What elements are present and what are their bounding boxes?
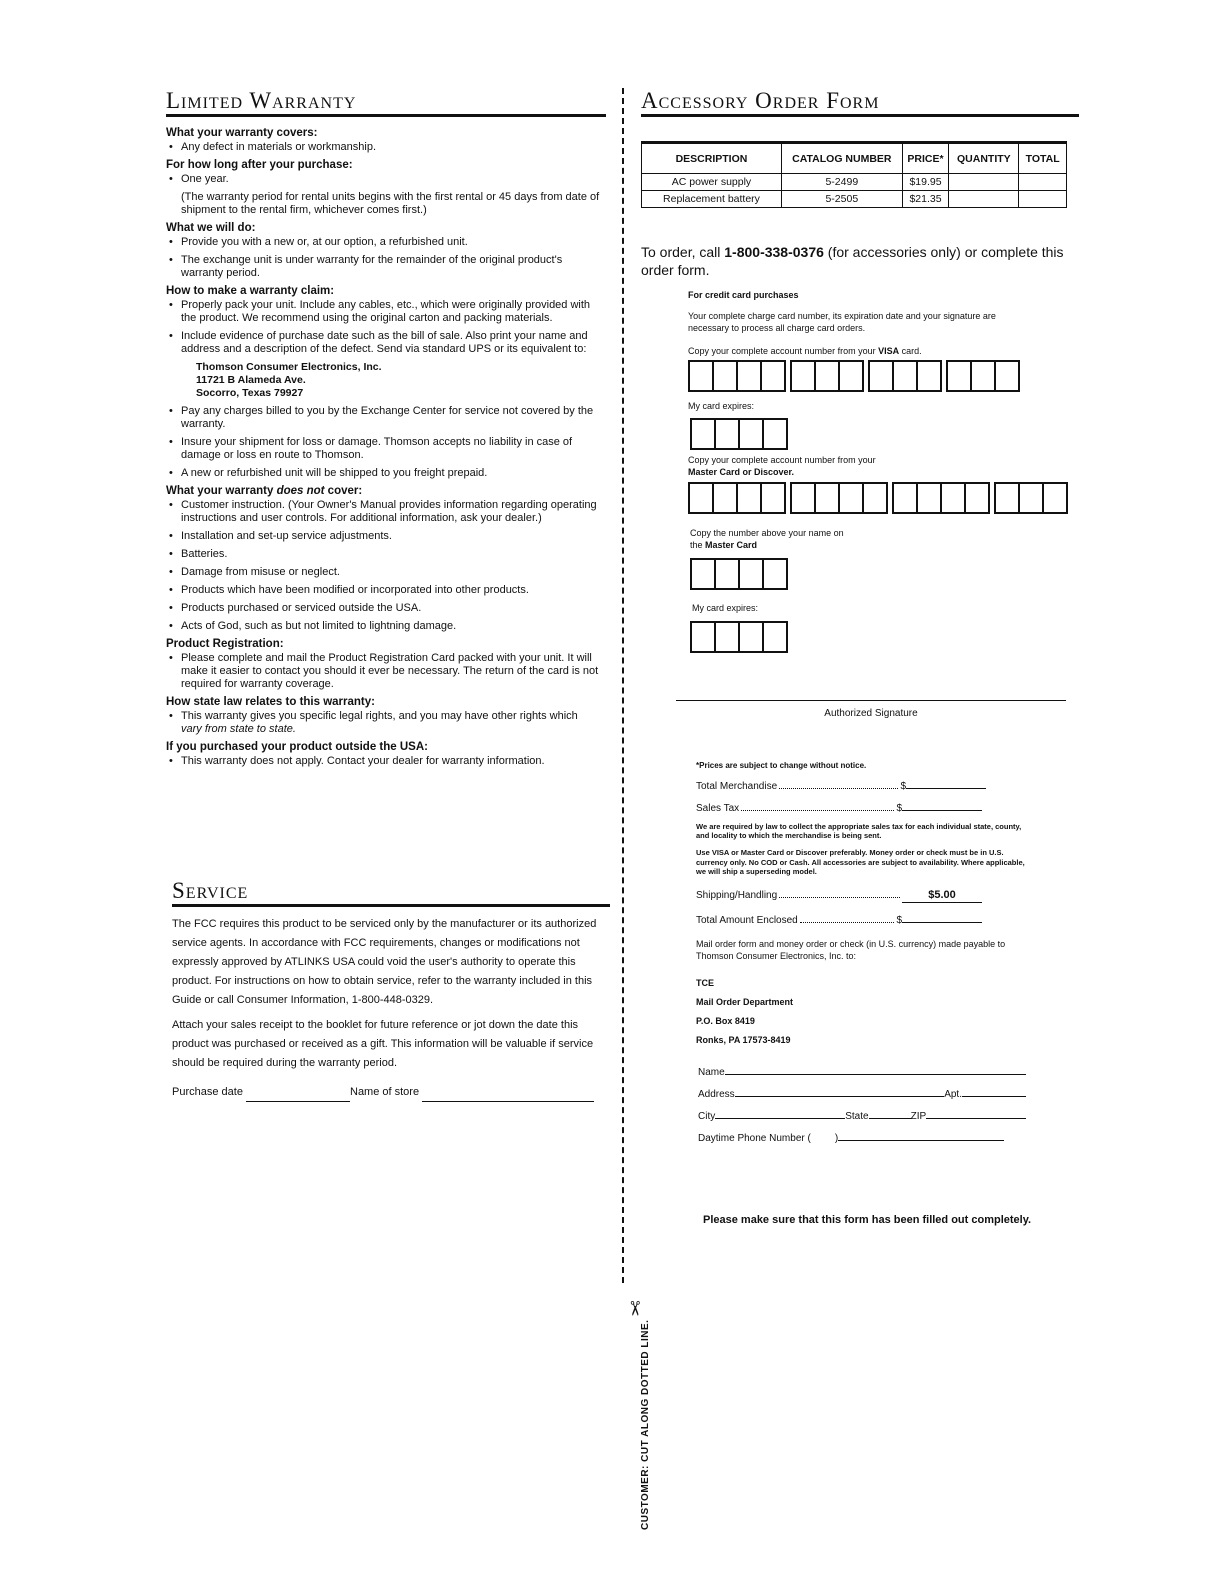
list-item: • Batteries. bbox=[166, 548, 606, 561]
digit-box[interactable] bbox=[1018, 482, 1044, 514]
digit-box[interactable] bbox=[714, 621, 740, 653]
label-text: Copy your complete account number from your bbox=[688, 455, 876, 465]
shipping-field bbox=[902, 890, 982, 903]
digit-group bbox=[790, 482, 886, 514]
item-description: AC power supply bbox=[642, 174, 782, 191]
label-text: Copy the number above your name on bbox=[690, 528, 844, 538]
warranty-section bbox=[166, 88, 606, 773]
rental-note: (The warranty period for rental units begins with the first rental or 45 days from date of shipment to the rental firm, whichever comes first.) bbox=[181, 191, 600, 216]
list-item bbox=[166, 710, 606, 736]
service-paragraph: The FCC requires this product to be serviced only by the manufacturer or its authorized service agents. In accordance with FCC requirements, changes or modifications not expressly approved by ATLINKS USA could void the user's authority to operate this product. For instructions on how to obtain service, refer to the warranty included in this Guide or call Consumer Information, 1-800-448-0329. bbox=[172, 918, 597, 1006]
cut-instruction: CUSTOMER: CUT ALONG DOTTED LINE. bbox=[640, 1319, 651, 1530]
store-name-label: Name of store bbox=[350, 1086, 420, 1098]
apt-label: Apt. bbox=[944, 1089, 962, 1100]
digit-box[interactable] bbox=[762, 558, 788, 590]
label-emphasis: Master Card bbox=[705, 540, 758, 550]
digit-box[interactable] bbox=[690, 418, 716, 450]
digit-box[interactable] bbox=[970, 360, 996, 392]
dollar-sign: $ bbox=[896, 803, 902, 814]
intro-text: To order, call bbox=[641, 244, 725, 260]
total-enclosed-label: Total Amount Enclosed bbox=[696, 915, 798, 926]
state-law-text: This warranty gives you specific legal rights, and you may have other rights which bbox=[181, 710, 578, 722]
list-item: • The exchange unit is under warranty for the remainder of the original product's warranty period. bbox=[166, 254, 606, 280]
digit-box[interactable] bbox=[738, 621, 764, 653]
city-row bbox=[698, 1106, 1026, 1127]
credit-card-heading: For credit card purchases bbox=[688, 290, 799, 300]
address-label: Address bbox=[698, 1089, 735, 1100]
digit-group bbox=[868, 360, 940, 392]
purchase-date-label: Purchase date bbox=[172, 1086, 243, 1098]
sales-tax-label: Sales Tax bbox=[696, 803, 740, 814]
heading-part: cover: bbox=[324, 485, 363, 497]
service-section bbox=[172, 878, 610, 1102]
leader-dots bbox=[800, 911, 895, 923]
list-item: • Please complete and mail the Product Registration Card packed with your unit. It will make it easier to contact you should it ever be necessary. The return of the card is not required for warranty coverage. bbox=[166, 652, 606, 691]
list-item: • Any defect in materials or workmanship. bbox=[166, 141, 606, 154]
heading-part: What your warranty bbox=[166, 485, 277, 497]
exchange-address bbox=[166, 361, 606, 400]
list-item: • Insure your shipment for loss or damage. Thomson accepts no liability in case of damage or loss en route to Thomson. bbox=[166, 436, 606, 462]
howlong-heading: For how long after your purchase: bbox=[166, 159, 353, 171]
total-enclosed-field[interactable] bbox=[902, 910, 982, 923]
digit-box[interactable] bbox=[714, 558, 740, 590]
digit-box[interactable] bbox=[714, 418, 740, 450]
shipping-row bbox=[696, 886, 982, 906]
visa-number-boxes bbox=[688, 360, 1018, 392]
label-text: card. bbox=[899, 346, 922, 356]
sales-tax-row bbox=[696, 798, 982, 819]
label-emphasis: Master Card or Discover. bbox=[688, 467, 795, 477]
mastercard-above-name-boxes bbox=[690, 558, 786, 590]
shipping-label: Shipping/Handling bbox=[696, 890, 778, 901]
header-total: TOTAL bbox=[1019, 143, 1067, 174]
digit-group bbox=[892, 482, 988, 514]
store-name-field[interactable] bbox=[422, 1089, 594, 1102]
signature-label: Authorized Signature bbox=[824, 708, 918, 719]
state-law-heading: How state law relates to this warranty: bbox=[166, 696, 375, 708]
digit-box[interactable] bbox=[1042, 482, 1068, 514]
label-text: the bbox=[690, 540, 706, 550]
mastercard-expiry-boxes bbox=[690, 621, 786, 653]
digit-box[interactable] bbox=[760, 482, 786, 514]
digit-box[interactable] bbox=[688, 360, 714, 392]
digit-box[interactable] bbox=[736, 360, 762, 392]
cut-line bbox=[622, 88, 624, 1283]
signature-line[interactable] bbox=[676, 700, 1066, 701]
list-item: • Include evidence of purchase date such as the bill of sale. Also print your name and address and a description of the defect. Send via standard UPS or its equivalent to: bbox=[166, 330, 606, 356]
digit-box[interactable] bbox=[690, 621, 716, 653]
digit-box[interactable] bbox=[738, 558, 764, 590]
item-catalog-number: 5-2499 bbox=[781, 174, 902, 191]
outside-usa-heading: If you purchased your product outside the USA: bbox=[166, 741, 428, 753]
header-catalog-number: CATALOG NUMBER bbox=[781, 143, 902, 174]
digit-box[interactable] bbox=[790, 360, 816, 392]
digit-box[interactable] bbox=[940, 482, 966, 514]
phone-label: Daytime Phone Number ( bbox=[698, 1133, 811, 1144]
list-item: • Pay any charges billed to you by the Exchange Center for service not covered by the warranty. bbox=[166, 405, 606, 431]
order-form-title: Accessory Order Form bbox=[641, 88, 1079, 117]
table-row bbox=[642, 174, 1067, 191]
list-item: • Installation and set-up service adjustments. bbox=[166, 530, 606, 543]
item-price: $21.35 bbox=[902, 191, 949, 208]
mail-instructions: Mail order form and money order or check (in U.S. currency) made payable to Thomson Consumer Electronics, Inc. to: bbox=[696, 939, 1006, 961]
scissors-icon: ✂ bbox=[622, 1300, 645, 1317]
order-instructions bbox=[641, 243, 1071, 279]
city-label: City bbox=[698, 1111, 716, 1122]
header-price: PRICE* bbox=[902, 143, 949, 174]
warranty-title: Limited Warranty bbox=[166, 88, 606, 117]
credit-card-text: Your complete charge card number, its expiration date and your signature are necessary to process all charge card orders. bbox=[688, 311, 996, 333]
heading-emphasis: does not bbox=[276, 485, 325, 497]
mail-address bbox=[696, 974, 793, 1050]
address-line: P.O. Box 8419 bbox=[696, 1016, 755, 1026]
intro-text: (for accessories only) or complete this order form. bbox=[641, 244, 1064, 278]
address-line: Socorro, Texas 79927 bbox=[196, 387, 304, 399]
service-paragraph: Attach your sales receipt to the booklet for future reference or jot down the date this product was purchased or received as a gift. This information will be valuable if service should be required during the warranty period. bbox=[172, 1019, 594, 1069]
digit-box[interactable] bbox=[964, 482, 990, 514]
digit-box[interactable] bbox=[762, 418, 788, 450]
zip-field[interactable] bbox=[926, 1106, 1026, 1119]
service-title: Service bbox=[172, 878, 610, 907]
digit-group bbox=[790, 360, 862, 392]
name-label: Name bbox=[698, 1067, 725, 1078]
digit-box[interactable] bbox=[760, 360, 786, 392]
purchase-info-row bbox=[172, 1083, 610, 1102]
item-description: Replacement battery bbox=[642, 191, 782, 208]
willdo-heading: What we will do: bbox=[166, 222, 256, 234]
mastercard-label bbox=[688, 454, 876, 478]
order-phone-number: 1-800-338-0376 bbox=[724, 244, 824, 260]
phone-field[interactable] bbox=[838, 1128, 1004, 1141]
state-label: State bbox=[845, 1111, 869, 1122]
item-catalog-number: 5-2505 bbox=[781, 191, 902, 208]
list-item: • Products purchased or serviced outside the USA. bbox=[166, 602, 606, 615]
list-item: • Provide you with a new or, at our option, a refurbished unit. bbox=[166, 236, 606, 249]
digit-box[interactable] bbox=[994, 482, 1020, 514]
item-price: $19.95 bbox=[902, 174, 949, 191]
digit-box[interactable] bbox=[916, 360, 942, 392]
digit-box[interactable] bbox=[946, 360, 972, 392]
header-quantity: QUANTITY bbox=[949, 143, 1019, 174]
digit-box[interactable] bbox=[814, 360, 840, 392]
state-law-emphasis: vary from state to state. bbox=[181, 723, 296, 735]
list-item: • Customer instruction. (Your Owner's Manual provides information regarding operating instructions and user controls. For additional information, ask your dealer.) bbox=[166, 499, 606, 525]
leader-dots bbox=[779, 886, 900, 898]
list-item: • One year. bbox=[166, 173, 606, 186]
digit-box[interactable] bbox=[994, 360, 1020, 392]
expires-label: My card expires: bbox=[688, 401, 755, 411]
digit-box[interactable] bbox=[762, 621, 788, 653]
digit-box[interactable] bbox=[916, 482, 942, 514]
address-line: TCE bbox=[696, 978, 714, 988]
mastercard-above-name-label bbox=[690, 527, 844, 551]
total-merchandise-field[interactable] bbox=[906, 776, 986, 789]
visa-expiry-boxes bbox=[690, 418, 786, 450]
total-enclosed-row bbox=[696, 910, 982, 931]
digit-box[interactable] bbox=[736, 482, 762, 514]
purchase-date-field[interactable] bbox=[246, 1089, 350, 1102]
leader-dots bbox=[779, 777, 898, 789]
digit-group bbox=[688, 360, 784, 392]
expires-label: My card expires: bbox=[692, 603, 759, 613]
digit-group bbox=[688, 482, 784, 514]
table-row bbox=[642, 191, 1067, 208]
total-merchandise-row bbox=[696, 776, 986, 797]
payment-note: Use VISA or Master Card or Discover preferably. Money order or check must be in U.S. currency only. No COD or Cash. All accessories are subject to availability. Where applicable, we will ship a superseding model. bbox=[696, 848, 1025, 876]
completion-reminder: Please make sure that this form has been filled out completely. bbox=[703, 1214, 1032, 1226]
address-line: Ronks, PA 17573-8419 bbox=[696, 1035, 791, 1045]
state-field[interactable] bbox=[869, 1106, 911, 1119]
digit-box[interactable] bbox=[790, 482, 816, 514]
address-row bbox=[698, 1084, 1026, 1105]
digit-box[interactable] bbox=[892, 482, 918, 514]
address-line: Mail Order Department bbox=[696, 997, 794, 1007]
phone-paren: ) bbox=[834, 1133, 839, 1144]
total-cell[interactable] bbox=[1019, 191, 1067, 208]
digit-group bbox=[946, 360, 1018, 392]
digit-box[interactable] bbox=[838, 482, 864, 514]
dollar-sign: $ bbox=[900, 781, 906, 792]
apt-field[interactable] bbox=[962, 1084, 1026, 1097]
total-cell[interactable] bbox=[1019, 174, 1067, 191]
name-row bbox=[698, 1062, 1026, 1083]
accessory-table bbox=[641, 141, 1067, 208]
header-description: DESCRIPTION bbox=[642, 143, 782, 174]
digit-box[interactable] bbox=[862, 482, 888, 514]
city-field[interactable] bbox=[715, 1106, 845, 1119]
digit-box[interactable] bbox=[738, 418, 764, 450]
sales-tax-field[interactable] bbox=[902, 798, 982, 811]
quantity-cell[interactable] bbox=[949, 191, 1019, 208]
quantity-cell[interactable] bbox=[949, 174, 1019, 191]
name-field[interactable] bbox=[725, 1062, 1026, 1075]
digit-box[interactable] bbox=[712, 482, 738, 514]
covers-heading: What your warranty covers: bbox=[166, 127, 318, 139]
tax-note: We are required by law to collect the appropriate sales tax for each individual state, county, and locality to which the merchandise is being sent. bbox=[696, 822, 1022, 840]
list-item: • Acts of God, such as but not limited to lightning damage. bbox=[166, 620, 606, 633]
shipping-value: $5.00 bbox=[928, 889, 956, 901]
digit-box[interactable] bbox=[868, 360, 894, 392]
registration-heading: Product Registration: bbox=[166, 638, 284, 650]
list-item: • This warranty does not apply. Contact your dealer for warranty information. bbox=[166, 755, 606, 768]
phone-row bbox=[698, 1128, 1004, 1149]
notcover-heading bbox=[166, 485, 606, 498]
claim-heading: How to make a warranty claim: bbox=[166, 285, 335, 297]
list-item: • Damage from misuse or neglect. bbox=[166, 566, 606, 579]
zip-label: ZIP bbox=[910, 1111, 927, 1122]
prices-note: *Prices are subject to change without notice. bbox=[696, 761, 867, 770]
dollar-sign: $ bbox=[896, 915, 902, 926]
address-line: Thomson Consumer Electronics, Inc. bbox=[196, 361, 382, 373]
digit-box[interactable] bbox=[892, 360, 918, 392]
list-item: • Properly pack your unit. Include any cables, etc., which were originally provided with the product. We recommend using the original carton and packing materials. bbox=[166, 299, 606, 325]
area-code-field[interactable] bbox=[811, 1129, 835, 1141]
list-item: • Products which have been modified or incorporated into other products. bbox=[166, 584, 606, 597]
table-header-row bbox=[642, 143, 1067, 174]
address-field[interactable] bbox=[735, 1084, 945, 1097]
leader-dots bbox=[741, 799, 894, 811]
digit-box[interactable] bbox=[690, 558, 716, 590]
visa-label bbox=[688, 345, 922, 357]
digit-box[interactable] bbox=[814, 482, 840, 514]
label-emphasis: VISA bbox=[878, 346, 900, 356]
total-merchandise-label: Total Merchandise bbox=[696, 781, 778, 792]
digit-group bbox=[994, 482, 1066, 514]
address-line: 11721 B Alameda Ave. bbox=[196, 374, 306, 386]
digit-box[interactable] bbox=[712, 360, 738, 392]
list-item: • A new or refurbished unit will be shipped to you freight prepaid. bbox=[166, 467, 606, 480]
digit-box[interactable] bbox=[688, 482, 714, 514]
digit-box[interactable] bbox=[838, 360, 864, 392]
label-text: Copy your complete account number from your bbox=[688, 346, 879, 356]
mastercard-number-boxes bbox=[688, 482, 1066, 514]
